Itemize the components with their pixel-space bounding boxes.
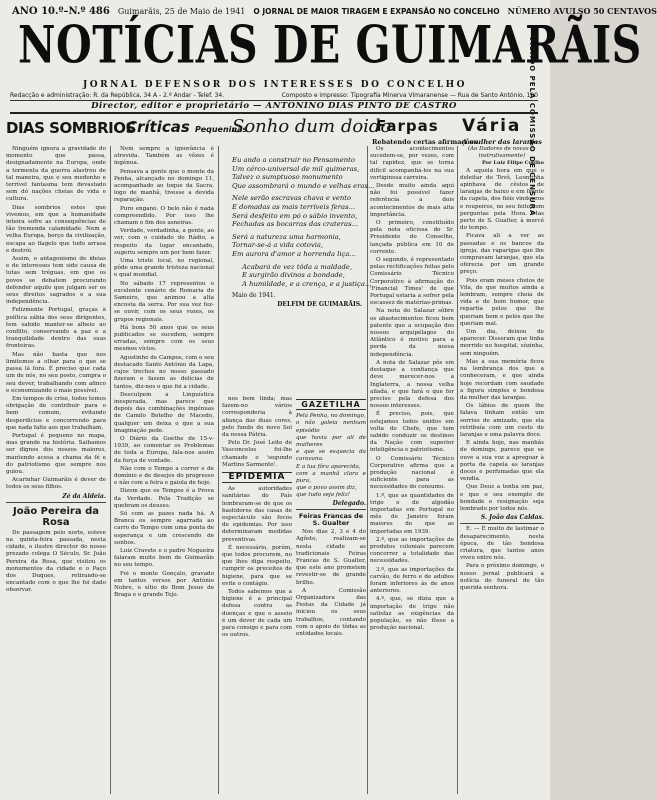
poem-line: A humildade, e a crença, e a justiça... <box>242 279 372 288</box>
poem-date: Maio de 1941. <box>232 292 276 300</box>
paragraph: Todos sabemos que a higiene é a principal defesa contra as doenças e que o asseio é um dever de cada um para consigo e para com os outros. <box>222 589 292 639</box>
paragraph: Nem sempre a ignorância é atrevida. Também as vêzes é ingénua. <box>114 146 214 167</box>
paragraph: As autoridades sanitárias do País lembraram-se de que os bastidores das casas de espectáculo são focos de epidemias. Por isso determinaram medidas preventivas. <box>222 486 292 543</box>
paragraph: Portugal é pequeno no mapa, mas grande na história. Saibamos ser dignos dos nossos maiores, mantendo acesa a chama da fé e do patriotismo que sempre nos guiou. <box>6 432 106 475</box>
headline-farpas: Farpas <box>376 117 439 135</box>
paragraph: A Comissão Organizadora das Festas da Cidade já iniciou os seus trabalhos, contando com o apoio de tôdas as entidades locais. <box>296 587 366 637</box>
paragraph: Luiz Cravete e o padre Nogueira falaram muito bem de Guimarãis no seu tempo. <box>114 547 214 569</box>
subtitle: JORNAL DEFENSOR DOS INTERESSES DO CONCELHO <box>83 80 467 90</box>
poem-signature: DELFIM DE GUIMARÃIS. <box>277 300 362 308</box>
paragraph: Não com o Tempo a correr e de domínio e de desejos do progresso e não com a feira e gaiola de hoje. <box>114 465 214 487</box>
paragraph: Em tempos de crise, todos temos obrigação de contribuir para o bem comum, evitando desperdícios e concorrendo para que nada falte aos que trabalham. <box>6 395 106 431</box>
column-divider <box>110 146 111 794</box>
paragraph: De passagem pelo norte, esteve na quinta-feira passada, nesta cidade, o ilustre director do nosso prezado colega O Século, Sr. João Pereira da Rosa, que visitou os monumentos da cidade e o Paço dos Duques, retirando-se encantado com o que lhe foi dado observar. <box>6 529 106 594</box>
column-divider <box>457 146 458 794</box>
paragraph: Ficava ali a ver as passadas e os bancos da igreja, das raparigas que lhe compravam laranjas, que ela oferecia por um grande preço. <box>460 233 544 276</box>
paragraph: Foi o monte Gonçalo, gravado em tantos versos por António Nobre, o sítio do Bom Jesus de Braga e o grande Tejo. <box>114 570 214 599</box>
headline-sonho: Sonho dum doido <box>232 116 392 137</box>
paragraph: Desde muito ainda aqui não foi possível fazer referência a dois acontecimentos de mais alta importância. <box>370 183 454 218</box>
info-line <box>10 92 538 101</box>
paragraph: Um dia, deixou de aparecer. Disseram que tinha morrido no hospital, sòzinha, sem ninguém. <box>460 329 544 357</box>
poem-stanza <box>232 262 372 289</box>
poem-stanza <box>232 156 375 190</box>
column-divider <box>367 146 368 794</box>
redaction-info: Redacção e administração: R. da República, 34 A - 2.º Andar - Telef. 34. <box>10 92 225 99</box>
gazetilha-signature: Delegado. <box>332 499 366 507</box>
article-body <box>114 146 214 599</box>
issue-number: ANO 10.º–N.º 486 <box>12 5 110 17</box>
paragraph: Acarinhar Guimarãis é dever de todos os seus filhos. <box>6 477 106 491</box>
poem-line: Talvez o sumptuoso monumento <box>232 173 343 182</box>
director-line: Director, editor e proprietário — ANTONINO DIAS PINTO DE CASTRO <box>10 101 538 114</box>
paragraph: Pelo Dr. José Leite de Vasconcelos foi-lhe chamado o 'segundo Martins Sarmento'. <box>222 440 292 468</box>
verse-line: com a manhã clara e pura, <box>296 470 366 485</box>
paragraph: Verdade, verdadinha, a gente, ao ver, com o cuidado do Rádio, a respeito da lugar encantado, sugeriu sempre um por bem fazer. <box>114 228 214 256</box>
poem-stanza <box>232 233 362 259</box>
paragraph: O Comissário Técnico Corporativo afirma que a produção nacional é suficiente para as necessidades do consumo. <box>370 455 454 491</box>
poem-line: E domadas as mais terríveis feras... <box>232 202 356 211</box>
verse-line: que havia por ali de mulheres <box>296 434 366 449</box>
verse-line: Pela Penha, no domingo, <box>296 413 366 420</box>
paragraph: É necessário, porém, que todos procurem, no que lhes diga respeito, cumprir os preceitos de higiene, para que se evite o contágio. <box>222 544 292 587</box>
article-body-rosa <box>6 530 106 595</box>
column-criticas <box>114 146 214 796</box>
paragraph: Uma triste local, no regional, pôde uma grande tristeza nacional e qual mundial. <box>114 258 214 279</box>
paragraph: Os acontecimentos sucedem-se, por vezes, com tal rapidez, que se torna difícil acompanhá-los na sua vertiginosa carreira. <box>370 146 454 181</box>
column-varia <box>460 146 544 796</box>
censorship-stamp: VISADO PELA COMISSÃO DE CENSURA <box>528 36 536 217</box>
paragraph: Mas a sua memória ficou na lembrança dos que a conheceram, e que ainda hoje recordam com saudade a figura simples e bondosa da mulher das laranjas. <box>460 358 544 401</box>
printer-info: Composto e impresso: Tipografia Minerva Vimaranense — Rua de Santo António, 100 <box>281 92 538 99</box>
section-headers <box>6 114 542 146</box>
paragraph: Dias sombrios estes que vivemos, em que a humanidade inteira sofre as consequências de tão tremenda calamidade. Nem a velha Europa, berço da civilização, escapa ao flagelo que tudo arrasa e destrói. <box>6 204 106 254</box>
column-divider <box>218 146 219 794</box>
poem-line: Eu ando a construir no Pensamento <box>232 156 355 164</box>
paragraph: Que Deus a tenha em paz, e que o seu exemplo de bondade e resignação seja lembrado por todos nós. <box>460 484 544 512</box>
varia-subtitle: A mulher das laranjas <box>462 138 542 146</box>
farpas-subtitle: Rebatendo certas afirmações <box>372 138 478 146</box>
column-middle-right <box>296 396 366 796</box>
epidemia-title: EPIDEMIA <box>222 472 292 483</box>
paragraph: Ninguém ignora a gravidade do momento que passa, designadamente na Europa, onde a tormenta da guerra alastrou de tal maneira, que o seu medonho e terrível fantasma tem devastado sem dó nações cheias de vida e cultura. <box>6 146 106 203</box>
poem-sonho <box>232 156 375 310</box>
paragraph: 4.º, que, se dizia que a importação de trigo não satisfaz as exigências da população, se não fôsse a produção nacional. <box>370 596 454 632</box>
feiras-title: Feiras Francas de S. Gualter <box>298 511 364 527</box>
paragraph: O primeiro, constituído pela nota oficiosa do Sr. Presidente do Conselho, lançada pública em 10 de corrente. <box>370 220 454 255</box>
paragraph: Assim, o antagonismo de ideias e de interesses tem sido causa de lutas sem tréguas, em que os povos se debatem procurando defender aquilo que julgam ser os seus direitos sagrados e a sua independência. <box>6 256 106 306</box>
paragraph: É preciso, pois, que estejamos todos unidos em volta do Chefe, que tem sabido conduzir os destinos da Nação com superior inteligência e patriotismo. <box>370 411 454 454</box>
article-body <box>6 146 106 492</box>
poem-line: Fechadas as bocarras das crateras... <box>232 220 359 229</box>
paragraph: E. — É muito de lastimar o desaparecimento, nesta época, de tão bondosa criatura, que tantos anos viveu entre nós. <box>460 526 544 562</box>
paragraph: Dizem que os Tempos é a Prova da Verdade. Pela Tradição se quebram os deuses. <box>114 488 214 509</box>
poem-line: Tornar-se-á a vida cotovia, <box>232 241 324 250</box>
masthead: NOTÍCIAS DE GUIMARÃIS <box>18 15 642 75</box>
verse-line: que o povo assim diz, <box>296 485 357 492</box>
paragraph: Pois eram meses cheios de Vila, de que muitos ainda a lembram, sempre cheia de vida e de bom humor, que repartia pelos que lhe queriam bem e pelos que lhe queriam mal. <box>460 277 544 327</box>
paragraph: 1.º, que as quantidades de trigo e de algodão importadas em Portugal no mês de Janeiro foram maiores do que as importadas em 1939. <box>370 492 454 535</box>
place-date: Guimarãis, 25 de Maio de 1941 <box>117 6 246 16</box>
poem-line: Em aurora d'amor a horrenda liça... <box>232 249 356 258</box>
article-title-rosa: João Pereira da Rosa <box>12 505 99 528</box>
poem-line: E surgirão divinos a bondade, <box>242 271 345 280</box>
varia-signature: S. João das Caldas. <box>480 514 544 522</box>
paragraph: Felizmente Portugal, graças à política sábia dos seus dirigentes, tem sabido manter-se alheio ao conflito, conservando a paz e a tranquilidade dentro das suas fronteiras. <box>6 307 106 350</box>
paragraph: Há bons 50 anos que os seus publicados se sucedem, sempre erradas, sempre com os seus mesmos vícios. <box>114 324 214 353</box>
verse-line: o não galeia nenhum episódio <box>296 420 366 434</box>
slogan: O JORNAL DE MAIOR TIRAGEM E EXPANSÃO NO CONCELHO <box>253 6 500 16</box>
paragraph: No sábado 17 representou o excelente cenário de Romaria do Sameiro, que animou a alta encosta da serra. Por sua vez fez-se ouvir, com os seus vozes, os grupos regionais. <box>114 280 214 323</box>
paragraph: 3.º, que as importações de carvão, de ferro e de adubos foram inferiores às de anos anteriores. <box>370 566 454 595</box>
headline-varia: Vária <box>462 116 522 136</box>
verse-line: e que se esquecia da caravana. <box>296 449 366 463</box>
gazetilha-title: GAZETILHA <box>296 399 366 410</box>
price: NÚMERO AVULSO 50 CENTAVOS <box>507 6 657 16</box>
poem-stanza <box>232 194 362 228</box>
paragraph: Agostinho de Campos, com o seu destacado Santo António da Lapa, cujos trechos no nosso passado fizeram e fazem as delícias de tantos, diz-nos o que foi a cidade. <box>114 354 214 390</box>
poem-line: Um cérco-universal de mil quimeras, <box>232 164 360 173</box>
poem-line: Será desfeito em pó o sábio invento, <box>232 211 358 220</box>
paragraph: Desculpem a Linguística inesperada, mas parece que depois das combinações ingénuas de Camilo Botelho de Macedo, qualquer um deixa o que a sua imaginação pede. <box>114 391 214 434</box>
paragraph: nos bem linda; mas fazem-no vários corresponderia à aliança das duas cores, pelo fundo do novo Sol da nossa Pátria. <box>222 396 292 439</box>
poem-line: Será a natureza uma harmonia, <box>232 232 341 241</box>
paragraph: A aquela hora em que o deleitar do Tevô, Leontinha apinhava de cêstos de laranjas de baixo e em frente da capela, dos fiéis vindouros e roupeiros, no seu feito com perguntas pela Hora. Mas perto de S. Gualter, à mercê do tempo. <box>460 167 544 232</box>
paragraph: Na nota do Salazar sôbre os abastecimentos ficou bem patente que a ocupação dos nossos arquipélagos do Atlântico é motivo para a perda da nossa independência. <box>370 308 454 358</box>
paragraph: A nota de Salazar pôs em destaque a confiança que deve merecer-nos a Inglaterra, a nossa velha aliada, e que fará o que for preciso pela defesa dos nossos interesses. <box>370 359 454 410</box>
headline-dias-sombrios: DIAS SOMBRIOS <box>6 119 136 137</box>
varia-author: Por Luiz Filipe Coelho <box>482 160 544 167</box>
poem-line: Nele serão escravas chava e vento <box>232 194 352 203</box>
paragraph: Para o próximo domingo, o nosso jornal publicará a notícia do funeral de tão querida senhora. <box>460 563 544 591</box>
article-signature: Zé da Aldeia. <box>62 492 106 500</box>
paragraph: O segundo, é representado pelas rectificações feitas pelo Comissário Técnico Corporativo à afirmação do 'Financial Times' de que Portugal estaria a sofrer pela escassez de matérias-primas. <box>370 257 454 307</box>
paragraph: Mas não basta que nos limitemos a olhar para o que se passa lá fora. É preciso que cada um de nós, no seu posto, cumpra o seu dever, trabalhando com afinco e economizando o mais possível. <box>6 351 106 394</box>
paragraph: Nos dias 2, 3 e 4 do Agôsto, realizam-se nesta cidade as tradicionais Feiras Francas de S. Gualter, que este ano prometem revestir-se de grande brilho. <box>296 529 366 586</box>
column-farpas <box>370 146 454 796</box>
column-middle-left <box>222 396 292 796</box>
paragraph: E ainda hoje, nas manhãs de domingo, parece que se ouve a sua voz a apregoar à porta da capela as laranjas doces e perfumadas que ela vendia. <box>460 440 544 483</box>
varia-dedication: (Ao Dadores de novas — instrutivamente) <box>468 146 536 160</box>
verse-line: que tudo seja feliz! <box>296 492 351 499</box>
paragraph: Puro engano. O belo não é nada compreendido. Por isso lhe chamam o fim dos asneiras. <box>114 205 214 227</box>
paragraph: 2.º, que as importações de produtos coloniais parecem concorrer a totalidade das necessidades. <box>370 536 454 565</box>
verse-line: E a lua fôra aparecida, <box>296 463 361 470</box>
paragraph: Os lábios de quem lhe falava tinham então um sorriso de amizade, que ela retribuía com um cesto de laranjas e uma palavra doce. <box>460 403 544 438</box>
poem-line: Acabará de vez tôda a maldade, <box>242 262 352 271</box>
headline-criticas: Críticas Pequeninas <box>126 118 248 136</box>
column-dias-sombrios <box>6 146 106 796</box>
poem-line: Que assombrará o mundo e velhas eras... <box>232 181 375 190</box>
paragraph: O Diário da Goethe de 15-v-1939, ao comentar os Problemas de toda a Europa, fala-nos assim da força de vontade. <box>114 435 214 464</box>
paragraph: Só com as pazes nada há. A Branca os sempre agarrada ao carro do Tempo com uma ponta de esperança e um crescendo de sonhos. <box>114 510 214 546</box>
paragraph: Pensava a gente que o monte da Penha, alcançado no domingo 11, acompanhado ao toque da Sacra, logo de manhã, tivesse a devida reparação. <box>114 168 214 204</box>
